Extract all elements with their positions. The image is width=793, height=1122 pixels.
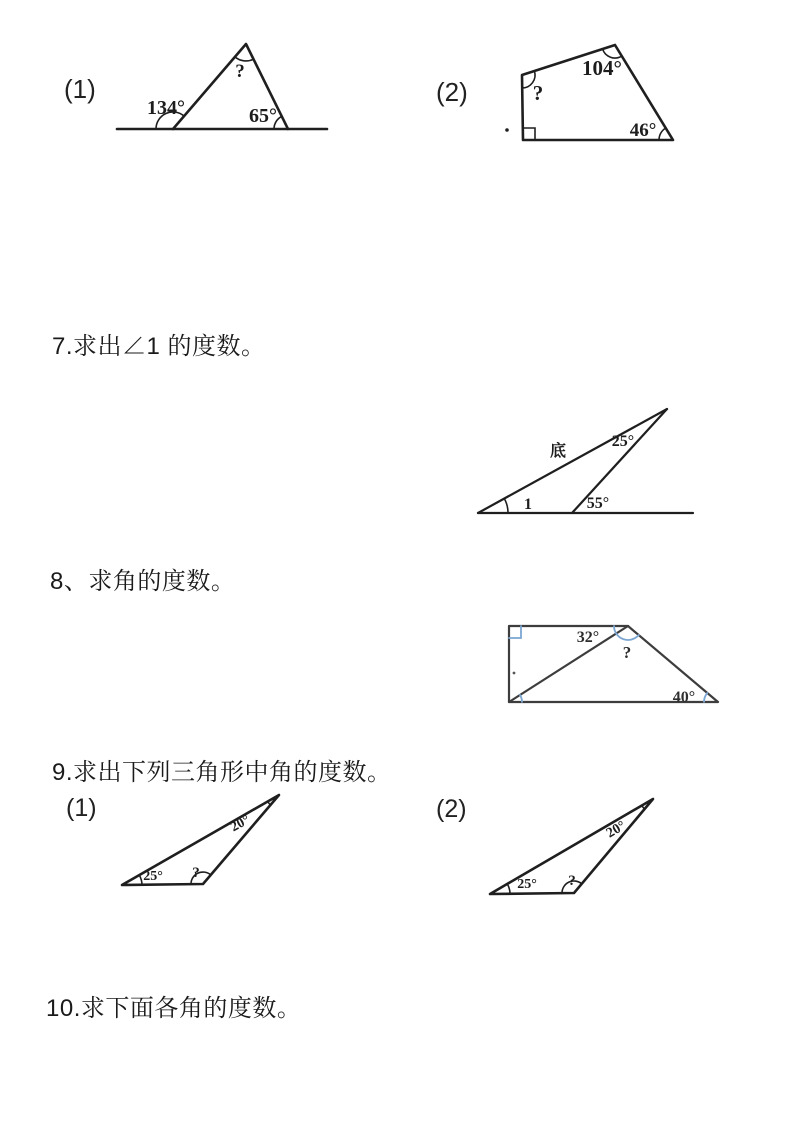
angle-label-question: ? (622, 643, 632, 662)
figure-7-angle-1 (450, 395, 745, 520)
diagonal-line (509, 626, 628, 702)
figure-9-2-triangle (470, 790, 670, 905)
angle-arc-1 (504, 499, 508, 514)
item-label-6-1: (1) (64, 74, 96, 104)
angle-label-20: 20° (228, 812, 253, 836)
item-label-6-2: (2) (436, 77, 468, 107)
figure-8-rectangle-diagonal (495, 612, 730, 712)
base-line-label: 底 (549, 443, 567, 460)
angle-label-134: 134° (147, 97, 185, 119)
angle-label-55: 55° (586, 495, 610, 512)
angle-arc-46 (659, 128, 666, 140)
angle-label-104: 104° (582, 56, 622, 80)
right-angle-square (523, 128, 535, 140)
angle-label-question: ? (568, 873, 576, 889)
angle-label-46: 46° (629, 120, 657, 141)
item-label-9-2: (2) (436, 795, 467, 823)
angle-label-25: 25° (143, 869, 163, 884)
angle-label-25: 25° (517, 877, 537, 892)
figure-6-2-quadrilateral (495, 30, 710, 150)
upper-line (478, 409, 667, 513)
angle-label-question: ? (192, 865, 200, 881)
problem-8-title: 8、求角的度数。 (50, 568, 236, 595)
angle-label-25: 25° (611, 433, 635, 450)
angle-label-apex-question: ? (235, 61, 245, 82)
figure-9-1-triangle (105, 785, 295, 900)
angle-label-32: 32° (576, 629, 600, 646)
problem-7-title: 7.求出∠1 的度数。 (52, 333, 266, 360)
angle-arc-25 (139, 875, 142, 885)
right-angle-square (509, 626, 521, 638)
angle-arc-25 (507, 884, 510, 894)
angle-label-65: 65° (249, 105, 277, 127)
angle-label-1: 1 (524, 496, 532, 513)
angle-label-20: 20° (604, 818, 629, 842)
angle-label-40: 40° (672, 689, 696, 706)
stray-dot (505, 128, 509, 132)
problem-9-title: 9.求出下列三角形中角的度数。 (52, 759, 392, 786)
angle-arc-40 (704, 693, 707, 702)
angle-label-left-question: ? (532, 81, 544, 105)
item-label-9-1: (1) (66, 794, 97, 822)
figure-6-1-triangle-exterior-angle (100, 35, 390, 140)
problem-10-title: 10.求下面各角的度数。 (46, 995, 302, 1022)
stray-dot (513, 672, 516, 675)
